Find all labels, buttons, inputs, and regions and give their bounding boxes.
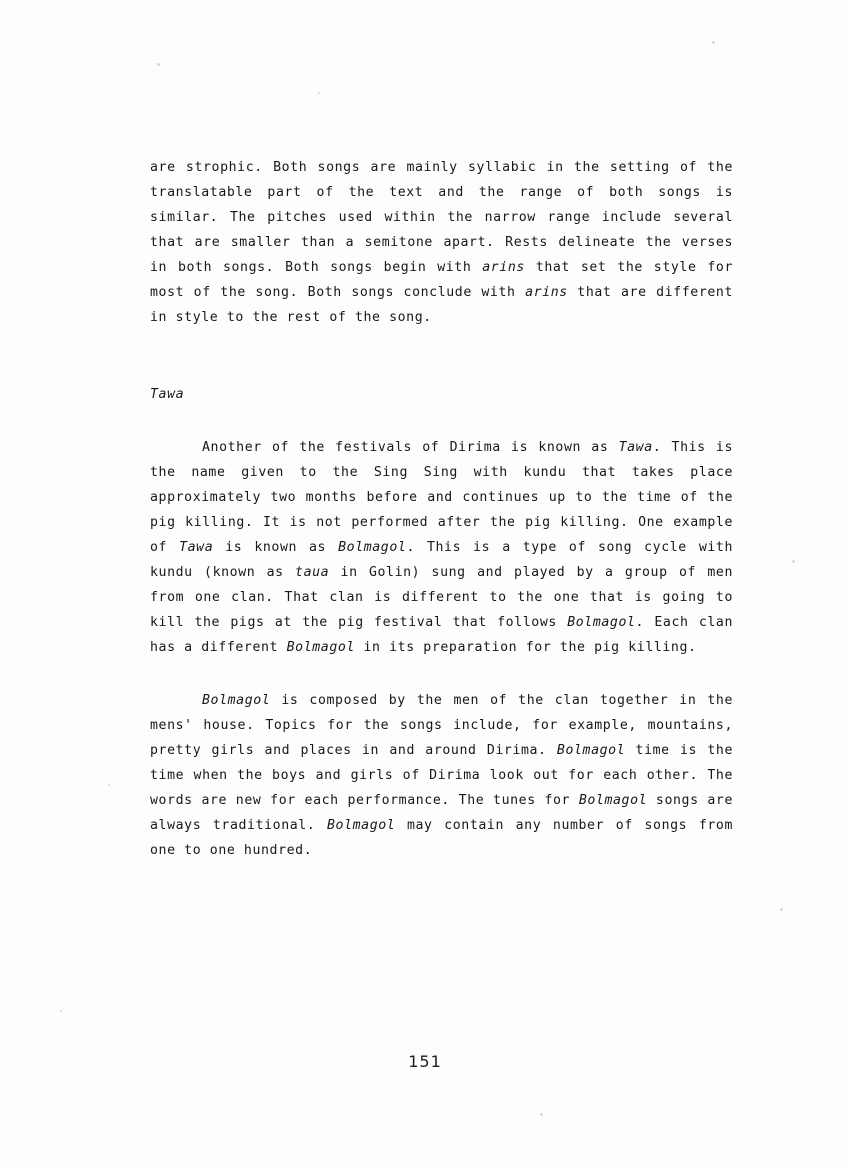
text-run: . Each clan has a different: [150, 615, 734, 655]
emphasis-term: Bolmagol: [578, 793, 648, 808]
text-run: . This is a type of song cycle with kundu (known as: [150, 540, 733, 580]
paragraph-bolmagol: [150, 688, 733, 863]
text-run: . This is the name given to the Sing Sing with kundu that takes place approximately two months before and continues up to the time of the pig killing. It is not performed after the pig killing. One example of: [150, 440, 734, 555]
emphasis-term: Tawa: [179, 540, 214, 555]
emphasis-term: Bolmagol: [556, 743, 626, 758]
text-run: in its preparation for the pig killing.: [354, 640, 697, 655]
emphasis-term: arins: [482, 260, 525, 275]
text-run: that are different in style to the rest of the song.: [150, 285, 733, 325]
spacer: [150, 660, 733, 688]
page-body: [150, 155, 733, 863]
text-run: is composed by the men of the clan together in the mens' house. Topics for the songs include, for example, mountains, pretty girls and places in and around Dirima.: [150, 693, 733, 758]
paragraph-strophic: [150, 155, 733, 330]
scan-speck: [108, 784, 110, 786]
page-number: 151: [408, 1052, 442, 1071]
spacer: [150, 407, 733, 435]
scan-speck: [60, 1010, 62, 1012]
emphasis-term: Bolmagol: [338, 540, 407, 555]
emphasis-term: Bolmagol: [202, 693, 271, 708]
scan-speck: [318, 92, 320, 94]
paragraph-tawa: [150, 435, 733, 660]
emphasis-term: Bolmagol: [567, 615, 636, 630]
scan-speck: [157, 63, 160, 66]
spacer: [150, 330, 733, 382]
scan-speck: [780, 908, 783, 911]
text-run: Another of the festivals of Dirima is known as: [202, 440, 619, 455]
text-run: that set the style for most of the song. Both songs conclude with: [150, 260, 733, 300]
text-run: in Golin) sung and played by a group of men from one clan. That clan is different to the one that is going to kill the pigs at the pig festival that follows: [150, 565, 733, 630]
text-run: time is the time when the boys and girls of Dirima look out for each other. The words are new for each performance. The tunes for: [150, 743, 733, 808]
emphasis-term: Tawa: [618, 440, 653, 455]
scan-speck: [792, 560, 795, 563]
scan-speck: [540, 1113, 543, 1116]
emphasis-term: Bolmagol: [327, 818, 396, 833]
text-run: songs are always traditional.: [150, 793, 733, 833]
section-heading: Tawa: [150, 387, 185, 402]
emphasis-term: Bolmagol: [286, 640, 355, 655]
emphasis-term: taua: [295, 565, 330, 580]
emphasis-term: arins: [525, 285, 568, 300]
text-run: is known as: [213, 540, 339, 555]
scan-speck: [712, 41, 715, 44]
text-run: may contain any number of songs from one to one hundred.: [150, 818, 733, 858]
text-run: are strophic. Both songs are mainly syllabic in the setting of the translatable part of the text and the range of both songs is similar. The pitches used within the narrow range include several that are smaller than a semitone apart. Rests delineate the verses in both songs. Both songs begin with: [150, 160, 733, 275]
